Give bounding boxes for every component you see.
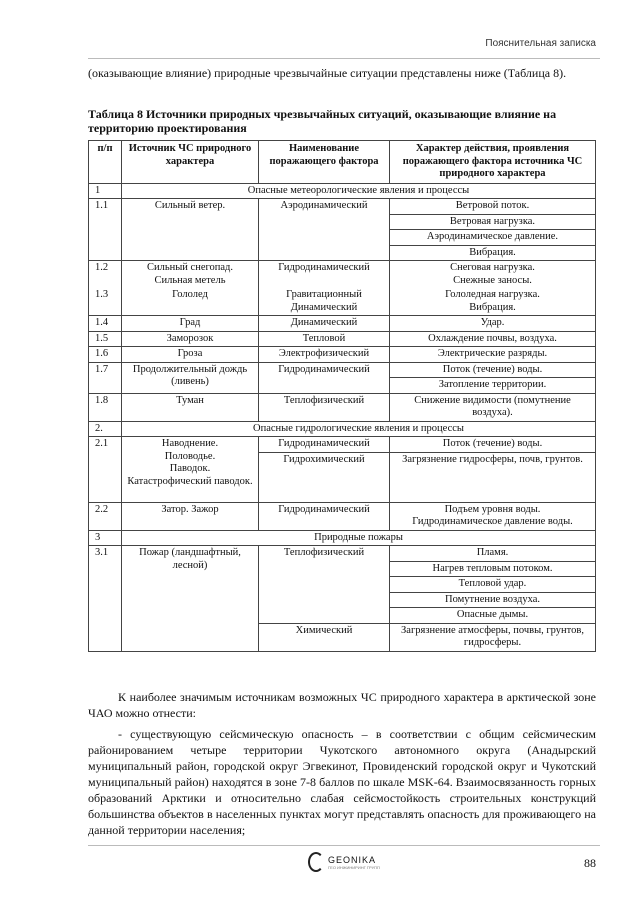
table-row [89, 288, 596, 316]
row-source-line: Половодье. [164, 450, 216, 462]
row-source [122, 437, 259, 503]
row-num: 1.5 [89, 331, 122, 347]
table-row [89, 437, 596, 453]
row-source-line: Сильная метель [154, 274, 226, 286]
col-header-factor: Наименование поражающего фактора [259, 141, 390, 184]
row-source: Заморозок [122, 331, 259, 347]
row-effect [390, 502, 596, 530]
header-title: Пояснительная записка [485, 38, 596, 49]
section-row [89, 183, 596, 199]
col-header-effect: Характер действия, проявления поражающего фактора источника ЧС природного характера [390, 141, 596, 184]
row-num: 1.2 [89, 261, 122, 289]
table-caption: Таблица 8 Источники природных чрезвычайных ситуаций, оказывающие влияние на территорию проектирования [88, 107, 557, 135]
row-num: 1.6 [89, 347, 122, 363]
row-effect-line: Вибрация. [469, 301, 516, 313]
section-title: Опасные гидрологические явления и процессы [122, 421, 596, 437]
row-num: 1.8 [89, 393, 122, 421]
row-factor: Гидродинамический [259, 502, 390, 530]
row-num: 1.7 [89, 362, 122, 393]
intro-text: (оказывающие влияние) природные чрезвычайные ситуации представлены ниже (Таблица 8). [88, 66, 567, 80]
section-row [89, 530, 596, 546]
row-effect: Удар. [390, 316, 596, 332]
table-row [89, 347, 596, 363]
row-effect-line: Снеговая нагрузка. [450, 262, 535, 273]
row-source [122, 261, 259, 289]
row-source: Град [122, 316, 259, 332]
row-source: Гололед [122, 288, 259, 316]
row-factor: Гидрохимический [259, 452, 390, 502]
row-num: 1.3 [89, 288, 122, 316]
row-factor: Гидродинамический [259, 362, 390, 393]
section-title: Природные пожары [122, 530, 596, 546]
logo-name: GEONIKA [328, 854, 377, 865]
row-effect-line: Гололедная нагрузка. [445, 289, 540, 300]
paragraph-intro: К наиболее значимым источникам возможных ЧС природного характера в арктической зоне ЧАО можно отнести: [88, 690, 596, 720]
row-effect: Электрические разряды. [390, 347, 596, 363]
row-factor: Тепловой [259, 331, 390, 347]
row-effect: Помутнение воздуха. [390, 592, 596, 608]
row-factor: Теплофизический [259, 393, 390, 421]
row-effect-line: Гидродинамическое давление воды. [412, 516, 573, 527]
row-effect: Поток (течение) воды. [390, 362, 596, 378]
table-row [89, 362, 596, 378]
row-effect: Снижение видимости (помутнение воздуха). [390, 393, 596, 421]
row-effect-line: Снежные заносы. [453, 274, 532, 286]
row-effect: Ветровой поток. [390, 199, 596, 215]
section-num: 1 [89, 183, 122, 199]
table-row [89, 261, 596, 289]
row-source: Затор. Зажор [122, 502, 259, 530]
logo-subtitle: ГЕО ИНЖИНИРИНГ ГРУПП [328, 864, 380, 870]
row-source: Сильный ветер. [122, 199, 259, 261]
footer-divider [88, 845, 600, 846]
row-source-line: (ливень) [171, 376, 209, 387]
hazard-table [88, 140, 596, 652]
section-num: 3 [89, 530, 122, 546]
row-effect [390, 261, 596, 289]
row-num: 2.1 [89, 437, 122, 503]
row-factor [259, 288, 390, 316]
row-source-line: лесной) [172, 559, 208, 571]
paragraph-seismic: - существующую сейсмическую опасность – в соответствии с общим сейсмическим районированием четыре территории Чукотского автономного округа (Анадырский муниципальный район, городской округ Эгвекинот, Провиденский городской округ и Чукотский муниципальный район) находятся в зоне 7-8 баллов по шкале MSK-64. Взаимосвязанность горных образований Арктики и относительно слабая сейсмостойкость строительных конструкций большинства объектов в населенных пунктах могут представлять опасность для проживающего на данной территории населения; [88, 727, 596, 837]
row-source-line: Пожар (ландшафтный, [139, 547, 241, 558]
row-effect: Нагрев тепловым потоком. [390, 561, 596, 577]
logo-icon [308, 852, 324, 872]
table-row [89, 546, 596, 562]
col-header-num: п/п [89, 141, 122, 184]
row-num: 3.1 [89, 546, 122, 652]
section-num: 2. [89, 421, 122, 437]
section-title: Опасные метеорологические явления и процессы [122, 183, 596, 199]
row-source: Туман [122, 393, 259, 421]
row-source-line: Сильный снегопад. [146, 262, 234, 273]
row-effect: Ветровая нагрузка. [390, 214, 596, 230]
row-factor-line: Гравитационный [286, 289, 362, 300]
row-source [122, 546, 259, 652]
row-effect: Затопление территории. [390, 378, 596, 394]
row-effect [390, 288, 596, 316]
row-factor: Гидродинамический [259, 261, 390, 289]
row-factor: Теплофизический [259, 546, 390, 624]
row-effect: Загрязнение гидросферы, почв, грунтов. [390, 452, 596, 502]
row-effect-line: Подъем уровня воды. [444, 503, 541, 515]
row-factor: Химический [259, 623, 390, 651]
table-row [89, 199, 596, 215]
row-effect: Охлаждение почвы, воздуха. [390, 331, 596, 347]
table-row [89, 502, 596, 530]
row-effect: Тепловой удар. [390, 577, 596, 593]
col-header-source: Источник ЧС природного характера [122, 141, 259, 184]
row-effect: Опасные дымы. [390, 608, 596, 624]
table-row [89, 316, 596, 332]
row-factor: Аэродинамический [259, 199, 390, 261]
table-header-row [89, 141, 596, 184]
row-source-line: Продолжительный дождь [132, 363, 248, 375]
row-num: 1.4 [89, 316, 122, 332]
page-number: 88 [584, 856, 596, 870]
table-row [89, 331, 596, 347]
row-num: 2.2 [89, 502, 122, 530]
row-source-line: Паводок. [169, 463, 211, 474]
row-factor: Электрофизический [259, 347, 390, 363]
table-row [89, 393, 596, 421]
row-factor: Гидродинамический [259, 437, 390, 453]
row-num: 1.1 [89, 199, 122, 261]
row-source-line: Катастрофический паводок. [127, 475, 253, 487]
logo-text-block [328, 855, 380, 870]
row-source: Гроза [122, 347, 259, 363]
header-divider [88, 58, 600, 59]
row-effect: Вибрация. [390, 245, 596, 261]
section-row [89, 421, 596, 437]
row-source [122, 362, 259, 393]
row-effect: Загрязнение атмосферы, почвы, грунтов, гидросферы. [390, 623, 596, 651]
row-effect: Поток (течение) воды. [390, 437, 596, 453]
row-source-line: Наводнение. [161, 438, 219, 449]
row-effect: Пламя. [390, 546, 596, 562]
row-factor: Динамический [259, 316, 390, 332]
row-factor-line: Динамический [290, 301, 358, 313]
row-effect: Аэродинамическое давление. [390, 230, 596, 246]
company-logo [308, 852, 380, 872]
